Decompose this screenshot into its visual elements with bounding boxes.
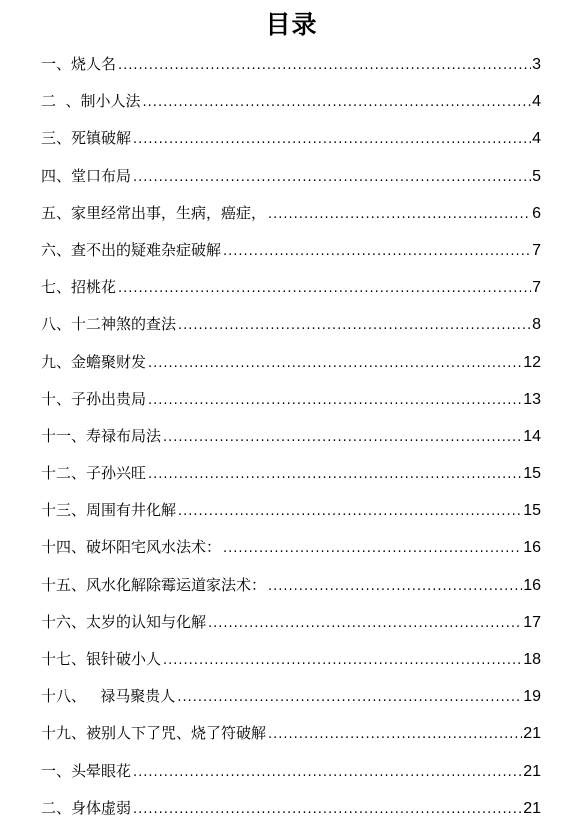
toc-entry[interactable] (41, 88, 541, 125)
toc-entry[interactable] (41, 200, 541, 237)
dot-leader (268, 202, 531, 228)
toc-entry[interactable] (41, 237, 541, 274)
toc-entry-title: 二、身体虚弱 (41, 798, 132, 817)
table-of-contents (41, 51, 541, 832)
toc-entry-title: 四、堂口布局 (41, 166, 132, 185)
toc-entry-title: 九、金蟾聚财发 (41, 352, 147, 371)
dot-leader (163, 648, 522, 674)
toc-page-number: 7 (532, 241, 541, 259)
toc-entry[interactable] (41, 274, 541, 311)
toc-entry[interactable] (41, 423, 541, 460)
toc-entry[interactable] (41, 720, 541, 757)
dot-leader (148, 462, 522, 488)
dot-leader (143, 90, 532, 116)
toc-page-number: 15 (523, 502, 541, 520)
toc-entry[interactable] (41, 572, 541, 609)
toc-entry-title: 十八、 禄马聚贵人 (41, 687, 176, 706)
toc-page-number: 13 (523, 390, 541, 408)
dot-leader (118, 276, 531, 302)
toc-page-number: 21 (523, 762, 541, 780)
dot-leader (133, 797, 522, 823)
toc-entry[interactable] (41, 311, 541, 348)
dot-leader (163, 425, 522, 451)
toc-entry-title: 十六、太岁的认知与化解 (41, 612, 207, 631)
toc-entry[interactable] (41, 497, 541, 534)
toc-entry-title: 八、十二神煞的查法 (41, 315, 177, 334)
toc-page-number: 8 (532, 316, 541, 334)
toc-entry-title: 一、烧人名 (41, 55, 117, 73)
toc-entry[interactable] (41, 795, 541, 832)
toc-page-number: 16 (523, 576, 541, 594)
toc-entry-title: 七、招桃花 (41, 278, 117, 297)
dot-leader (178, 313, 531, 339)
toc-page-number: 17 (523, 613, 541, 631)
toc-entry[interactable] (41, 609, 541, 646)
toc-page-number: 18 (523, 651, 541, 668)
toc-entry-title: 十七、银针破小人 (41, 650, 162, 668)
dot-leader (223, 239, 531, 265)
toc-entry-title: 二 、制小人法 (41, 92, 141, 111)
dot-leader (148, 388, 522, 414)
toc-page-number: 6 (532, 204, 541, 222)
dot-leader (223, 536, 522, 562)
toc-entry-title: 六、查不出的疑难杂症破解 (41, 240, 222, 259)
toc-entry[interactable] (41, 125, 541, 162)
toc-entry-title: 十五、风水化解除霉运道家法术： (41, 575, 267, 594)
dot-leader (133, 760, 522, 786)
toc-page-number: 3 (532, 56, 541, 73)
toc-page-number: 21 (523, 799, 541, 817)
toc-entry[interactable] (41, 349, 541, 386)
toc-page-number: 15 (523, 465, 541, 483)
toc-entry-title: 十三、周围有井化解 (41, 501, 177, 520)
toc-entry[interactable] (41, 51, 541, 88)
toc-page-number: 19 (523, 688, 541, 706)
dot-leader (133, 165, 531, 191)
dot-leader (177, 685, 522, 711)
toc-page-number: 5 (532, 167, 541, 185)
toc-entry[interactable] (41, 163, 541, 200)
toc-entry[interactable] (41, 683, 541, 720)
dot-leader (133, 127, 531, 153)
toc-page-number: 4 (532, 130, 541, 148)
toc-entry[interactable] (41, 534, 541, 571)
toc-entry[interactable] (41, 646, 541, 683)
toc-entry-title: 十一、寿禄布局法 (41, 426, 162, 445)
dot-leader (268, 574, 522, 600)
toc-entry[interactable] (41, 758, 541, 795)
toc-entry-title: 五、家里经常出事，生病，癌症， (41, 203, 267, 222)
toc-title: 目录 (265, 10, 318, 39)
toc-page-number: 7 (532, 279, 541, 297)
toc-page-number: 4 (532, 93, 541, 111)
dot-leader (268, 722, 522, 748)
dot-leader (178, 499, 522, 525)
dot-leader (118, 53, 531, 79)
toc-entry-title: 十二、子孙兴旺 (41, 464, 147, 483)
toc-page-number: 21 (523, 725, 541, 743)
toc-page-number: 12 (523, 353, 541, 371)
dot-leader (208, 611, 522, 637)
toc-entry-title: 十四、破坏阳宅风水法术： (41, 538, 222, 557)
toc-entry[interactable] (41, 460, 541, 497)
toc-entry-title: 三、死镇破解 (41, 129, 132, 148)
toc-entry-title: 十九、被别人下了咒、烧了符破解 (41, 724, 267, 743)
dot-leader (148, 351, 522, 377)
toc-page-number: 14 (523, 427, 541, 445)
toc-page-number: 16 (523, 539, 541, 557)
toc-entry-title: 一、头晕眼花 (41, 761, 132, 780)
toc-entry[interactable] (41, 386, 541, 423)
toc-entry-title: 十、子孙出贵局 (41, 389, 147, 408)
